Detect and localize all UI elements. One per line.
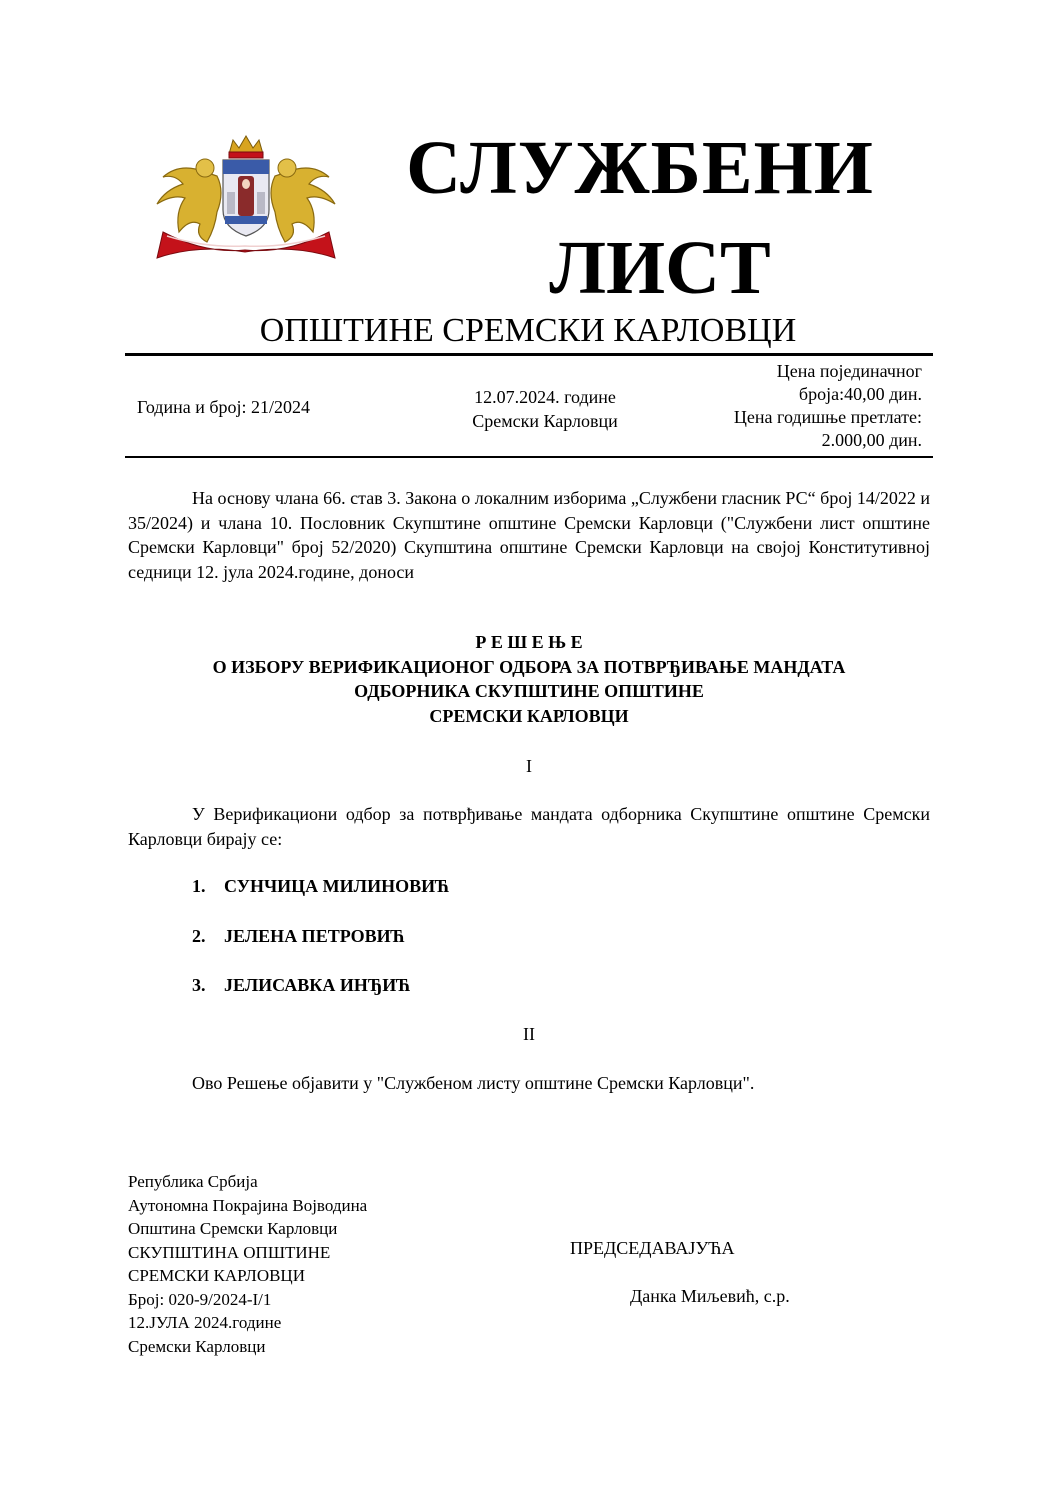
section-number-1: I <box>526 756 532 776</box>
decision-title: Р Е Ш Е Њ Е <box>475 632 583 652</box>
footer-line: Аутономна Покрајина Војводина <box>128 1195 368 1215</box>
issuer-block <box>128 1170 367 1358</box>
masthead-title-line2: ЛИСТ <box>549 226 771 310</box>
footer-line: СКУПШТИНА ОПШТИНЕ <box>128 1242 331 1262</box>
list-item <box>192 876 450 897</box>
list-item-number: 1. <box>192 876 206 896</box>
list-item <box>192 975 411 996</box>
masthead-rule <box>125 353 933 356</box>
issue-date-place <box>450 385 640 433</box>
decision-subject-line3: СРЕМСКИ КАРЛОВЦИ <box>429 705 629 726</box>
list-item <box>192 926 405 947</box>
issue-date: 12.07.2024. године <box>474 387 616 407</box>
section-1-paragraph: У Верификациони одбор за потврђивање мандата одборника Скупштине општине Сремски Карловци бирају се: <box>128 804 930 849</box>
masthead-subtitle: ОПШТИНЕ СРЕМСКИ КАРЛОВЦИ <box>259 312 797 349</box>
chair-title: ПРЕДСЕДАВАЈУЋА <box>570 1238 735 1258</box>
section-2-paragraph: Ово Решење објавити у "Службеном листу општине Сремски Карловци". <box>192 1073 755 1093</box>
member-name: ЈЕЛЕНА ПЕТРОВИЋ <box>224 926 405 946</box>
footer-line: СРЕМСКИ КАРЛОВЦИ <box>128 1266 305 1285</box>
masthead-title-line1: СЛУЖБЕНИ <box>406 126 874 210</box>
footer-line: 12.ЈУЛА 2024.године <box>128 1313 282 1332</box>
price-annual-line2: 2.000,00 дин. <box>821 430 922 450</box>
price-single-line1: Цена појединачног <box>776 361 922 381</box>
issue-prices <box>660 360 922 452</box>
price-annual-line1: Цена годишње претлате: <box>733 407 922 427</box>
preamble-paragraph: На основу члана 66. став 3. Закона о локалним изборима „Службени гласник РС“ број 14/2022 и 35/2024) и члана 10. Пословник Скупштине општине Сремски Карловци ("Службени лист општине Сремски Карловци" број 52/2020) Скупштина општине Сремски Карловци на својој Конститутивној седници 12. јула 2024.године, доноси <box>128 488 930 582</box>
footer-line: Република Србија <box>128 1172 258 1191</box>
signer-name: Данка Миљевић, с.р. <box>630 1286 790 1306</box>
list-item-number: 2. <box>192 926 206 946</box>
list-item-number: 3. <box>192 975 206 995</box>
issue-rule <box>125 456 933 458</box>
decision-heading <box>128 630 930 728</box>
decision-subject-line2: ОДБОРНИКА СКУПШТИНЕ ОПШТИНЕ <box>354 681 704 701</box>
issue-number: Година и број: 21/2024 <box>137 397 311 417</box>
member-name: ЈЕЛИСАВКА ИНЂИЋ <box>224 975 411 995</box>
decision-subject-line1: О ИЗБОРУ ВЕРИФИКАЦИОНОГ ОДБОРА ЗА ПОТВРЂИВАЊЕ МАНДАТА <box>212 656 846 677</box>
section-number-2: II <box>523 1024 535 1044</box>
municipal-coat-of-arms-icon <box>145 132 347 267</box>
footer-line: Сремски Карловци <box>128 1336 266 1356</box>
footer-line: Општина Сремски Карловци <box>128 1219 338 1238</box>
issue-place: Сремски Карловци <box>472 411 618 431</box>
price-single-line2: броја:40,00 дин. <box>798 384 922 404</box>
footer-line: Број: 020-9/2024-I/1 <box>128 1289 272 1309</box>
member-name: СУНЧИЦА МИЛИНОВИЋ <box>224 876 450 896</box>
